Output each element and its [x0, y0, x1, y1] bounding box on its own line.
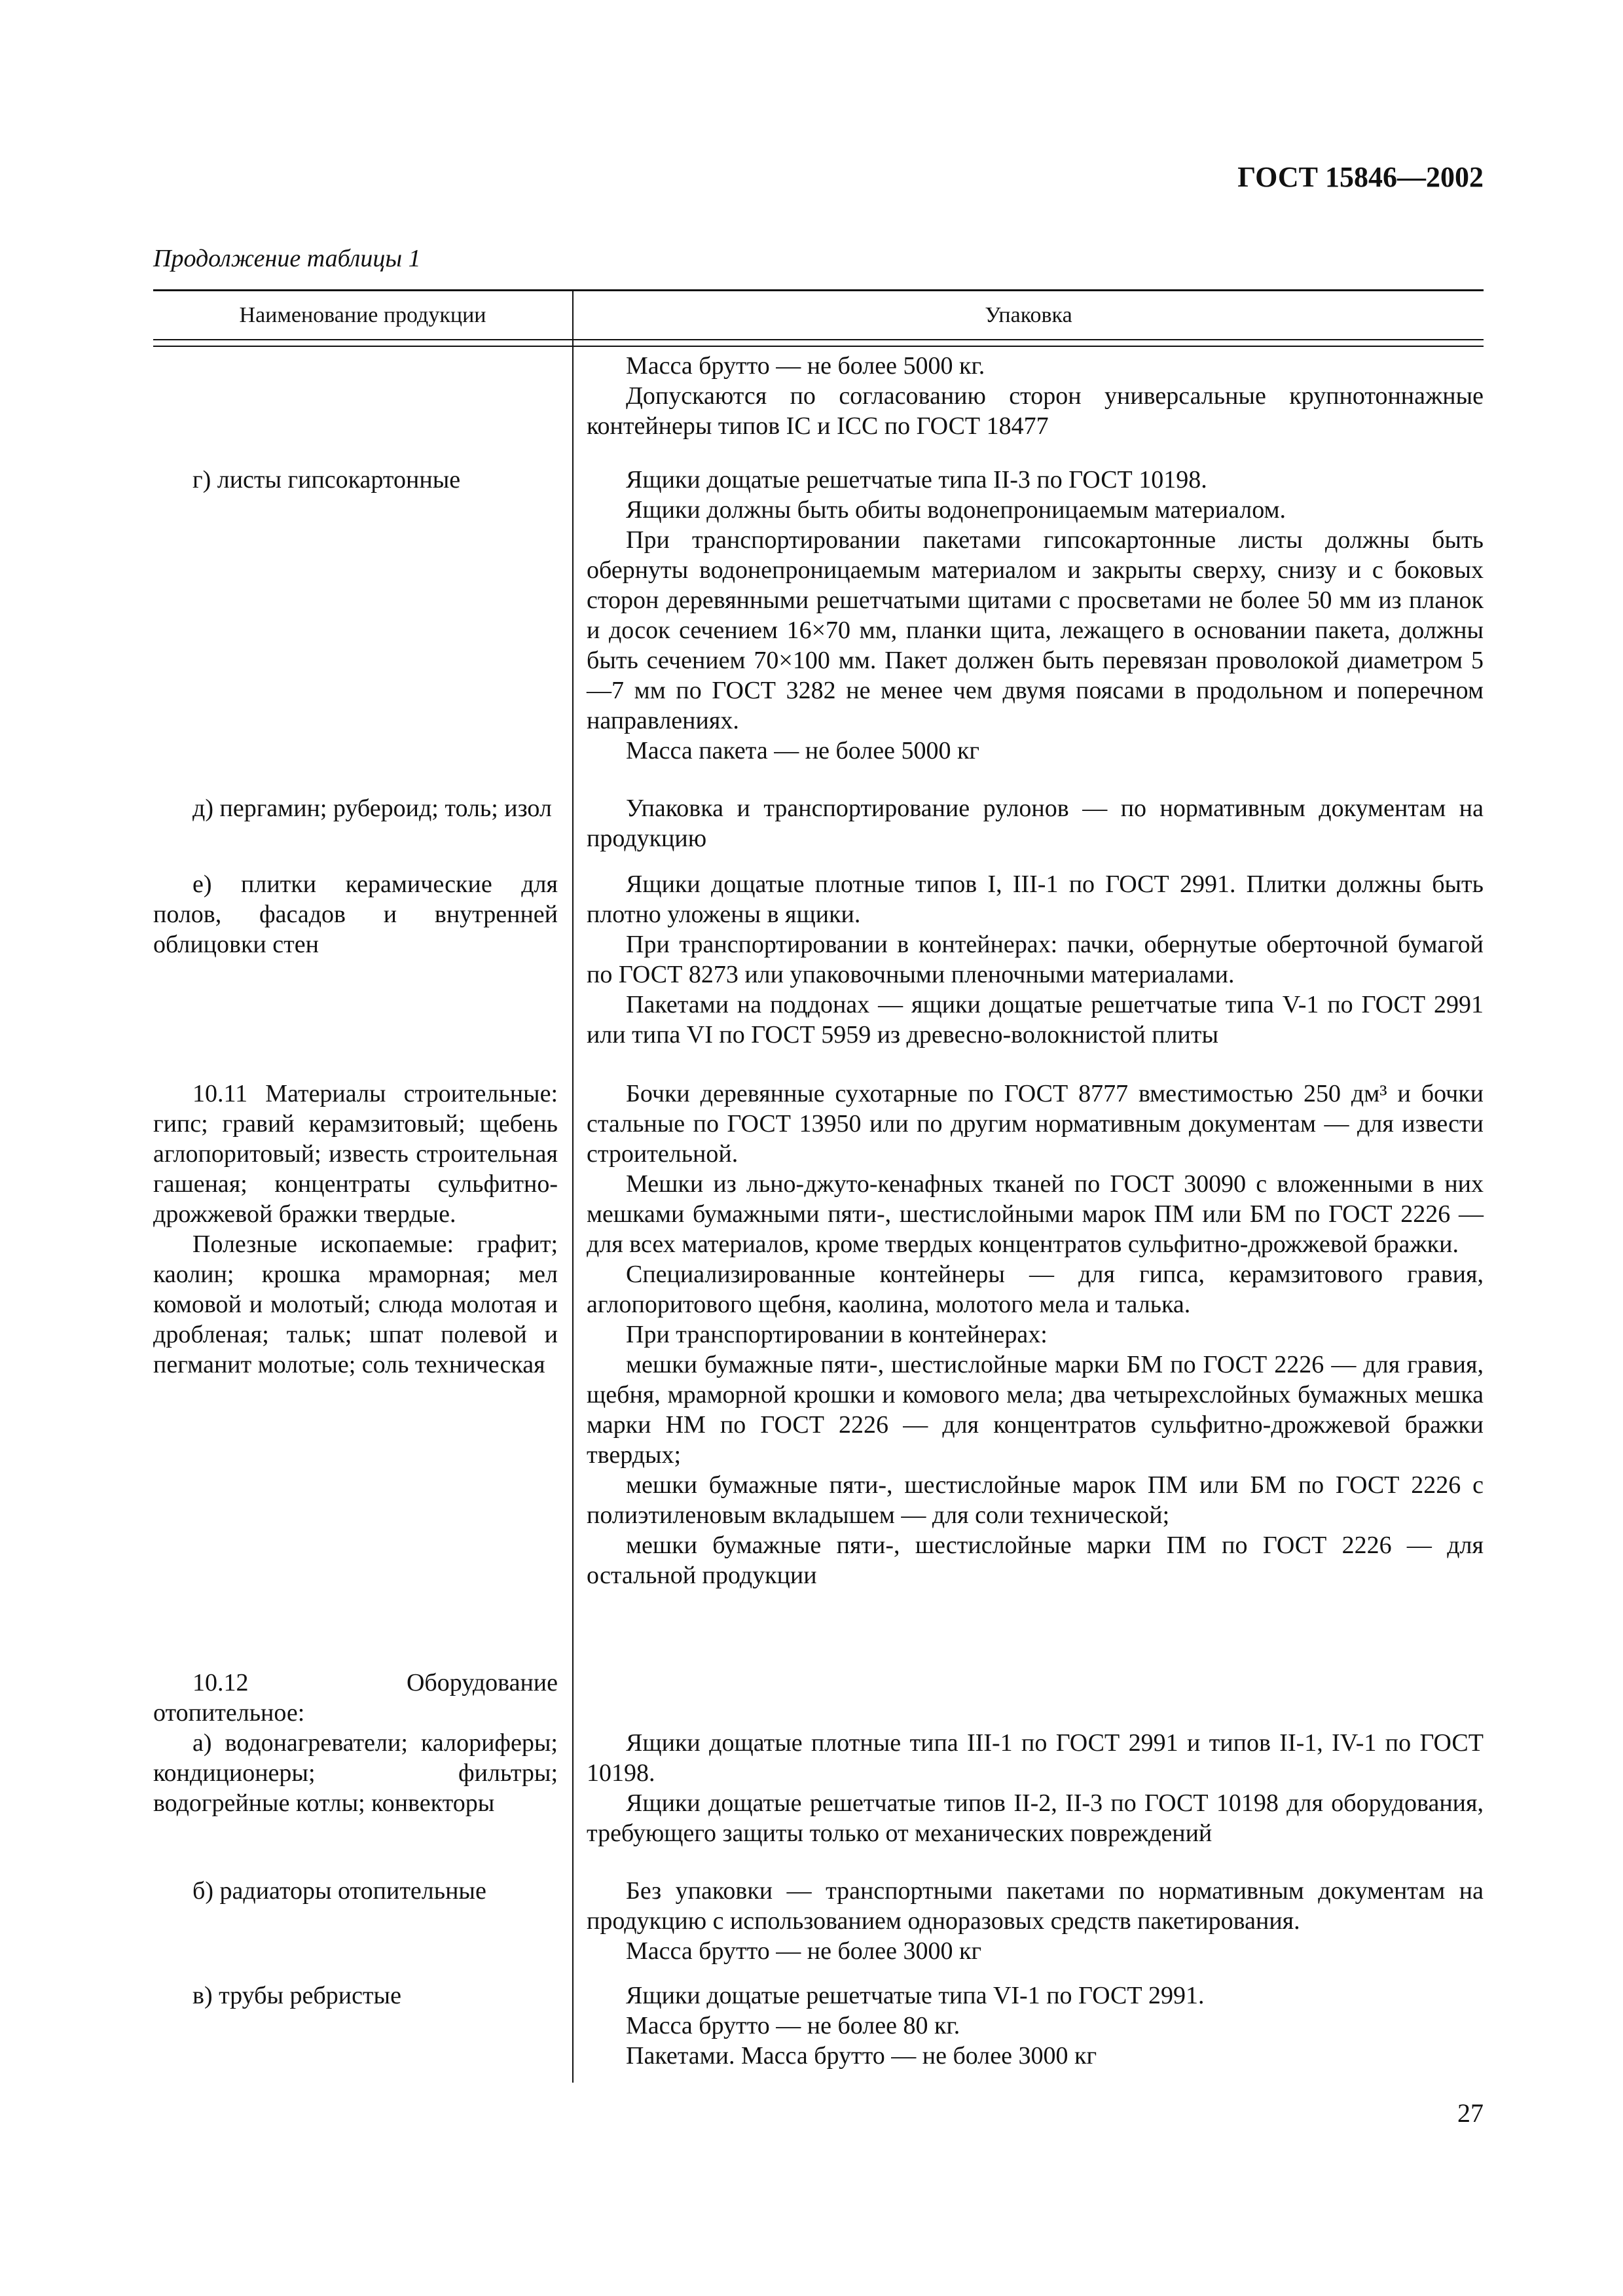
packaging-paragraph: Ящики дощатые решетчатые типа VI-1 по ГОСТ 2991.: [626, 1982, 1205, 2009]
packaging-paragraph: Ящики дощатые плотные типа III-1 по ГОСТ 2991 и типов II-1, IV-1 по ГОСТ 10198.: [587, 1729, 1484, 1787]
product-cell: [153, 793, 558, 823]
product-name: в) трубы ребристые: [192, 1982, 401, 2009]
packaging-paragraph: мешки бумажные пяти-, шестислойные марки БМ по ГОСТ 2226 — для гравия, щебня, мраморной крошки и комового мела; два четырехслойных бумажных мешка марки НМ по ГОСТ 2226 — для концентратов сульфитно-дрожжевой бражки твердых;: [587, 1351, 1484, 1469]
product-cell: [153, 1728, 558, 1818]
column-divider: [572, 289, 574, 2083]
product-name: д) пергамин; рубероид; толь; изол: [192, 795, 552, 822]
product-cell: [153, 1668, 558, 1728]
packaging-paragraph: Упаковка и транспортирование рулонов — по нормативным документам на продукцию: [587, 795, 1484, 852]
packaging-paragraph: Ящики должны быть обиты водонепроницаемым материалом.: [626, 496, 1286, 524]
packaging-cell: [587, 351, 1484, 441]
packaging-paragraph: Без упаковки — транспортными пакетами по нормативным документам на продукцию с использованием одноразовых средств пакетирования.: [587, 1877, 1484, 1935]
packaging-paragraph: Ящики дощатые плотные типов I, III-1 по ГОСТ 2991. Плитки должны быть плотно уложены в ящики.: [587, 870, 1484, 928]
packaging-paragraph: Ящики дощатые решетчатые типов II-2, II-3 по ГОСТ 10198 для оборудования, требующего защиты только от механических повреждений: [587, 1789, 1484, 1847]
packaging-cell: [587, 793, 1484, 853]
product-name: а) водонагреватели; калориферы; кондиционеры; фильтры; водогрейные котлы; конвекторы: [153, 1729, 558, 1817]
product-cell: [153, 869, 558, 960]
product-name: 10.12 Оборудование отопительное:: [153, 1669, 558, 1727]
column-header-product: Наименование продукции: [239, 303, 486, 327]
packaging-paragraph: При транспортировании в контейнерах:: [626, 1321, 1048, 1348]
packaging-paragraph: Специализированные контейнеры — для гипса, керамзитового гравия, аглопоритового щебня, каолина, молотого мела и талька.: [587, 1261, 1484, 1318]
table-caption: Продолжение таблицы 1: [153, 245, 421, 272]
product-name: 10.11 Материалы строительные: гипс; гравий керамзитовый; щебень аглопоритовый; известь строительная гашеная; концентраты сульфитно-дрожжевой бражки твердые.: [153, 1080, 558, 1228]
packaging-paragraph: Мешки из льно-джуто-кенафных тканей по ГОСТ 30090 с вложенными в них мешками бумажными пяти-, шестислойными марок ПМ или БМ по ГОСТ 2226 — для всех материалов, кроме твердых концентратов сульфитно-дрожжевой бражки.: [587, 1170, 1484, 1258]
product-name: е) плитки керамические для полов, фасадов и внутренней облицовки стен: [153, 870, 558, 958]
packaging-paragraph: Пакетами. Масса брутто — не более 3000 кг: [626, 2042, 1097, 2070]
packaging-cell: [587, 1876, 1484, 1966]
packaging-paragraph: Масса брутто — не более 5000 кг.: [626, 352, 985, 380]
packaging-paragraph: Допускаются по согласованию сторон универсальные крупнотоннажные контейнеры типов IC и ICC по ГОСТ 18477: [587, 382, 1484, 440]
page-number: 27: [1457, 2098, 1484, 2128]
header-bottom-rule-double: [153, 346, 1484, 347]
product-cell: [153, 1079, 558, 1380]
packaging-paragraph: Масса пакета — не более 5000 кг: [626, 737, 980, 764]
header-bottom-rule: [153, 339, 1484, 340]
packaging-cell: [587, 1981, 1484, 2071]
column-header-packaging: Упаковка: [985, 303, 1072, 327]
product-name: Полезные ископаемые: графит; каолин; крошка мраморная; мел комовой и молотый; слюда молотая и дробленая; тальк; шпат полевой и пегманит молотые; соль техническая: [153, 1230, 558, 1378]
packaging-paragraph: Пакетами на поддонах — ящики дощатые решетчатые типа V-1 по ГОСТ 2991 или типа VI по ГОСТ 5959 из древесно-волокнистой плиты: [587, 991, 1484, 1049]
packaging-paragraph: Ящики дощатые решетчатые типа II-3 по ГОСТ 10198.: [626, 466, 1207, 493]
standard-number: ГОСТ 15846—2002: [1237, 161, 1484, 193]
product-name: б) радиаторы отопительные: [192, 1877, 486, 1905]
packaging-paragraph: мешки бумажные пяти-, шестислойные марок ПМ или БМ по ГОСТ 2226 с полиэтиленовым вкладышем — для соли технической;: [587, 1471, 1484, 1529]
packaging-cell: [587, 1728, 1484, 1848]
packaging-cell: [587, 1079, 1484, 1590]
packaging-paragraph: Масса брутто — не более 3000 кг: [626, 1937, 982, 1965]
packaging-paragraph: При транспортировании в контейнерах: пачки, обернутые оберточной бумагой по ГОСТ 8273 или упаковочными пленочными материалами.: [587, 931, 1484, 988]
product-cell: [153, 1981, 558, 2011]
table-top-rule: [153, 289, 1484, 291]
product-cell: [153, 465, 558, 495]
packaging-paragraph: Масса брутто — не более 80 кг.: [626, 2012, 960, 2039]
packaging-cell: [587, 869, 1484, 1050]
packaging-paragraph: Бочки деревянные сухотарные по ГОСТ 8777 вместимостью 250 дм³ и бочки стальные по ГОСТ 13950 или по другим нормативным документам — для извести строительной.: [587, 1080, 1484, 1168]
product-cell: [153, 1876, 558, 1906]
packaging-cell: [587, 465, 1484, 766]
packaging-paragraph: При транспортировании пакетами гипсокартонные листы должны быть обернуты водонепроницаемым материалом и закрыты сверху, снизу и с боковых сторон деревянными решетчатыми щитами с просветами не более 50 мм из планок и досок сечением 16×70 мм, планки щита, лежащего в основании пакета, должны быть сечением 70×100 мм. Пакет должен быть перевязан проволокой диаметром 5—7 мм по ГОСТ 3282 не менее чем двумя поясами в продольном и поперечном направлениях.: [587, 526, 1484, 734]
packaging-paragraph: мешки бумажные пяти-, шестислойные марки ПМ по ГОСТ 2226 — для остальной продукции: [587, 1532, 1484, 1589]
product-name: г) листы гипсокартонные: [192, 466, 461, 493]
